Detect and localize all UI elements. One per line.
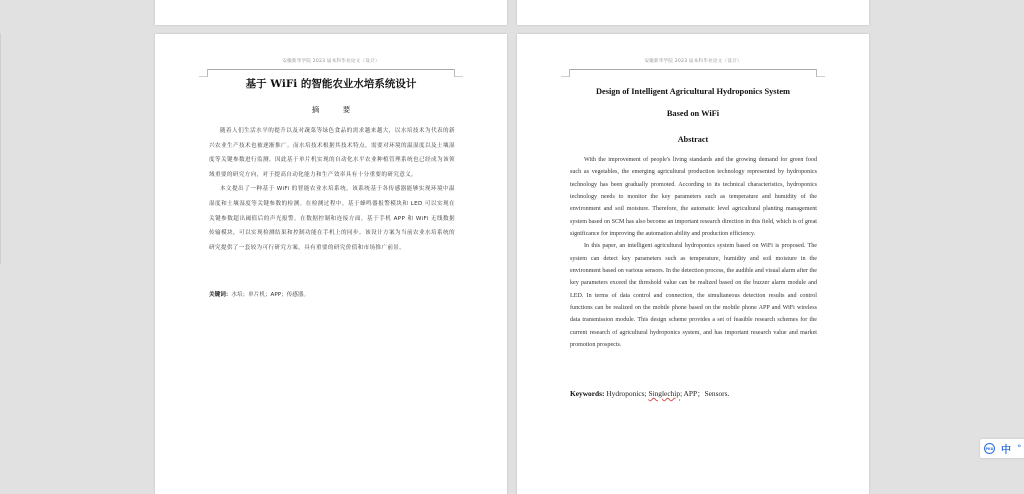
header-rule xyxy=(207,69,455,70)
abstract-paragraph: 本文提出了一种基于 WiFi 的智能农业水培系统，该系统基于各传感器能够实现环境中温湿度和土壤湿度等关键参数的检测。在检测过程中，基于蜂鸣器报警模块和 LED 可以实现在关键参数超出阈值后的声光报警。在数据控制和连接方面，基于手机 APP 和 WiFi 无线数据传输模块，可以实现检测结果和控制功能在手机上的同步。该设计方案为当前农业水培系统的研究提供了一套较为可行研究方案，具有重要的研究价值和市场推广前景。 xyxy=(209,186,455,251)
ime-logo-icon[interactable]: PKU xyxy=(984,443,995,454)
previous-page-right xyxy=(517,0,869,25)
keywords-value: 水培；单片机；APP；传感器。 xyxy=(231,292,310,298)
abstract-body-zh xyxy=(209,124,455,255)
previous-page-left xyxy=(155,0,507,25)
abstract-heading-zh: 摘 要 xyxy=(311,105,359,114)
ime-punctuation-toggle[interactable]: ° xyxy=(1017,443,1022,454)
abstract-paragraph: With the improvement of people's living standards and the growing demand for green food such as vegetables, the emerging agricultural production technology represented by hydroponics technology has been gradually promoted. According to its technical characteristics, hydroponics technology needs to monitor the key parameters such as temperature and humidity of the environment and soil moisture. Therefore, the automatic level agricultural planting management system based on SCM has also become an important research direction in this field, which is of great significance for improving the automation ability and production efficiency. xyxy=(570,157,817,238)
abstract-heading-en: Abstract xyxy=(677,135,709,144)
header-rule xyxy=(569,69,817,70)
thesis-title-zh: 基于 WiFi 的智能农业水培系统设计 xyxy=(245,78,417,90)
ime-mode-toggle[interactable]: 中 xyxy=(1001,445,1011,456)
page-english-abstract xyxy=(517,34,869,494)
crop-mark-right xyxy=(808,69,817,77)
running-header: 安徽新华学院 2023 届本科毕业论文（设计） xyxy=(644,59,742,64)
left-edge-rail xyxy=(0,33,1,264)
spellcheck-flagged-word[interactable]: Singlechip xyxy=(648,389,681,398)
keywords-value: Hydroponics; xyxy=(604,389,649,398)
abstract-paragraph: 随着人们生活水平的提升以及对蔬菜等绿色食品的需求越来越大，以水培技术为代表的新兴农业生产技术也被逐渐推广。而水培技术根据其技术特点，需要对环境的温湿度以及土壤湿度等关键参数进行监测。因此基于单片机实现的自动化水平农业种植管理系统也已经成为该领域重要的研究方向，对于提高自动化能力和生产效率具有十分重要的研究意义。 xyxy=(209,128,455,178)
crop-mark-left xyxy=(569,69,578,77)
keywords-zh xyxy=(209,290,309,298)
keywords-en xyxy=(570,388,729,399)
abstract-paragraph: In this paper, an intelligent agricultural hydroponics system based on WiFi is proposed. The system can detect key parameters such as temperature, humidity and soil moisture in the environment based on various sensors. In the detection process, the audible and visual alarm after the key parameters exceed the threshold value can be realized based on the buzzer alarm module and LED. In terms of data control and connection, the simultaneous detection results and control functions can be realized on the mobile phone based on the mobile phone APP and WiFi wireless data transmission module. This design scheme provides a set of feasible research schemes for the current research of agricultural hydroponics system, and has important research value and market promotion prospects. xyxy=(570,243,817,349)
running-header: 安徽新华学院 2023 届本科毕业论文（设计） xyxy=(282,59,380,64)
abstract-body-en xyxy=(570,154,817,352)
crop-line-right xyxy=(817,76,825,77)
keywords-value: ; APP；Sensors. xyxy=(680,389,730,398)
page-chinese-abstract xyxy=(155,34,507,494)
thesis-title-en-line1: Design of Intelligent Agricultural Hydroponics System xyxy=(595,87,791,96)
ime-toolbar[interactable] xyxy=(980,439,1024,458)
keywords-label: 关键词： xyxy=(209,292,232,298)
keywords-label: Keywords: xyxy=(570,389,605,398)
crop-line-left xyxy=(561,76,569,77)
thesis-title-en-line2: Based on WiFi xyxy=(666,109,720,118)
